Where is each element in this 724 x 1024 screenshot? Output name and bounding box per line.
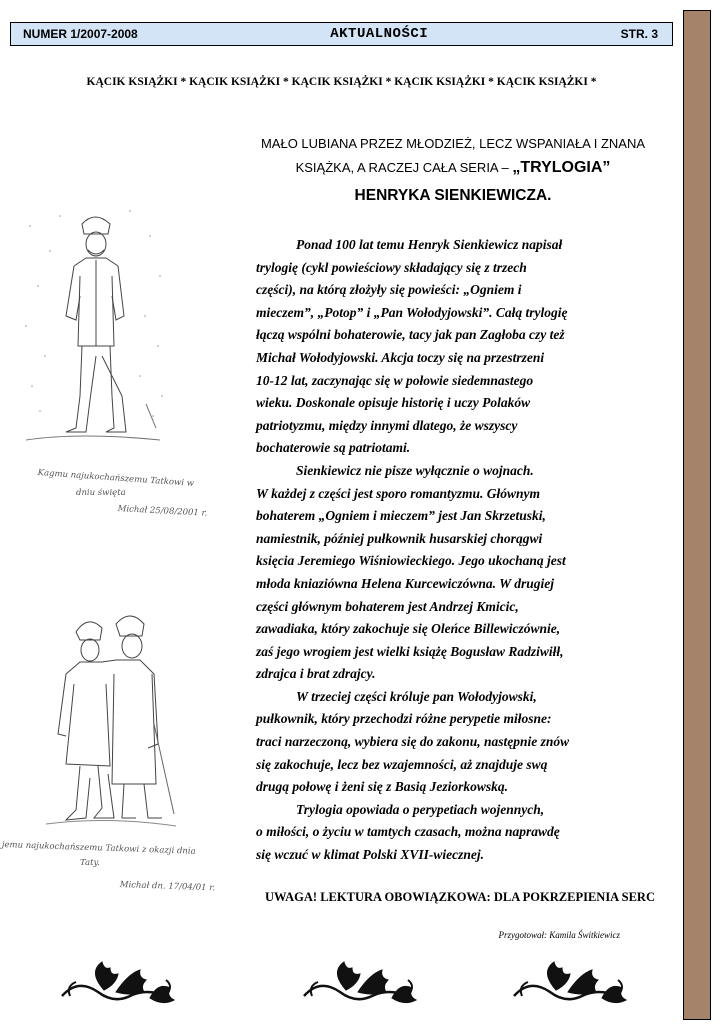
leaf-ornament-left-icon bbox=[58, 952, 178, 1008]
article-body-line: namiestnik, później pułkownik husarskiej chorągwi bbox=[256, 530, 543, 546]
article-body-line: pułkownik, który przechodzi różne perypetie miłosne: bbox=[256, 711, 552, 727]
article-body-line: Michał Wołodyjowski. Akcja toczy się na przestrzeni bbox=[256, 349, 545, 365]
article-body-line: W trzeciej części króluje pan Wołodyjowski, bbox=[296, 688, 537, 704]
article-body-line: młoda kniaziówna Helena Kurcewiczówna. W drugiej bbox=[256, 575, 555, 591]
drawing-2-caption-line-2: Taty. bbox=[80, 858, 100, 868]
article-body-line: zawadiaka, który zakochuje się Oleńce Billewiczównie, bbox=[256, 621, 561, 637]
cossack-drawing-illustration bbox=[20, 196, 170, 456]
drawing-1-caption-line-2: dniu święta bbox=[76, 488, 126, 498]
article-body-line: części), na którą złożyły się powieści: „Ogniem i bbox=[256, 282, 522, 298]
intro-line-1: MAŁO LUBIANA PRZEZ MŁODZIEŻ, LECZ WSPANIAŁA I ZNANA bbox=[260, 136, 646, 151]
page-number: STR. 3 bbox=[620, 27, 658, 41]
article-body-line: wieku. Doskonale opisuje historię i uczy Polaków bbox=[256, 395, 531, 411]
article-body-line: się wczuć w klimat Polski XVII-wiecznej. bbox=[256, 847, 485, 863]
trylogia-title: „TRYLOGIA” bbox=[512, 159, 611, 176]
article-body-line: części głównym bohaterem jest Andrzej Kmicic, bbox=[256, 598, 519, 614]
intro-line-2-prefix: KSIĄŻKA, A RACZEJ CAŁA SERIA – bbox=[295, 160, 513, 175]
article-body-line: zaś jego wrogiem jest wielki książę Bogusław Radziwiłł, bbox=[256, 643, 564, 659]
article-body-line: łączą wspólni bohaterowie, tacy jak pan Zagłoba czy też bbox=[256, 327, 565, 343]
article-body-line: Sienkiewicz nie pisze wyłącznie o wojnach. bbox=[296, 462, 534, 478]
author-credit: Przygotował: Kamila Świtkiewicz bbox=[498, 930, 620, 940]
issue-number: NUMER 1/2007-2008 bbox=[23, 27, 138, 41]
page-header bbox=[10, 22, 673, 46]
leaf-ornament-right-icon bbox=[510, 952, 630, 1008]
article-body-line: Trylogia opowiada o perypetiach wojennych, bbox=[296, 801, 545, 817]
uwaga-note: UWAGA! LEKTURA OBOWIĄZKOWA: DLA POKRZEPIENIA SERC bbox=[265, 890, 655, 904]
intro-line-2 bbox=[246, 156, 660, 180]
drawing-1-signature: Michał 25/08/2001 r. bbox=[117, 504, 208, 519]
drawing-2-signature: Michał dn. 17/04/01 r. bbox=[119, 880, 216, 894]
article-body-line: W każdej z części jest sporo romantyzmu. Głównym bbox=[256, 485, 541, 501]
article-body-line: 10-12 lat, zaczynając się w połowie siedemnastego bbox=[256, 372, 534, 388]
article-body-line: bohaterem „Ogniem i mieczem” jest Jan Skrzetuski, bbox=[256, 508, 546, 524]
article-body-line: patriotyzmu, między innymi dlatego, że wszyscy bbox=[256, 417, 518, 433]
article-body-line: drugą połowę i żeni się z Basią Jeziorkowską. bbox=[256, 779, 509, 795]
drawing-1-caption-line-1: Kagmu najukochańszemu Tatkowi w bbox=[37, 468, 195, 489]
article-body-line: traci narzeczoną, wybiera się do zakonu, następnie znów bbox=[256, 734, 570, 750]
drawing-2-caption-line-1: jemu najukochańszemu Tatkowi z okazji dnia bbox=[1, 840, 196, 857]
article-body-line: bochaterowie są patriotami. bbox=[256, 440, 411, 456]
article-intro bbox=[246, 132, 660, 204]
section-title: AKTUALNOŚCI bbox=[330, 26, 429, 42]
article-body-line: o miłości, o życiu w tamtych czasach, można naprawdę bbox=[256, 824, 560, 840]
article-body-line: księcia Jeremiego Wiśniowieckiego. Jego ukochaną jest bbox=[256, 553, 566, 569]
article-body-line: mieczem”, „Potop” i „Pan Wołodyjowski”. Całą trylogię bbox=[256, 304, 568, 320]
soldiers-drawing-illustration bbox=[36, 604, 186, 834]
article-body-line: zdrajca i brat zdrajcy. bbox=[256, 666, 376, 682]
side-decoration-bar bbox=[683, 10, 711, 1020]
leaf-ornament-center-icon bbox=[300, 952, 420, 1008]
author-heading: HENRYKA SIENKIEWICZA. bbox=[354, 187, 552, 204]
article-body-line: się zakochuje, lecz bez wzajemności, aż znajduje swą bbox=[256, 756, 548, 772]
article-body bbox=[256, 234, 676, 867]
article-body-line: Ponad 100 lat temu Henryk Sienkiewicz napisał bbox=[296, 237, 563, 252]
article-body-line: trylogię (cykl powieściowy składający się z trzech bbox=[256, 259, 527, 275]
kacik-ksiazki-banner: KĄCIK KSIĄŻKI * KĄCIK KSIĄŻKI * KĄCIK KSIĄŻKI * KĄCIK KSIĄŻKI * KĄCIK KSIĄŻKI * bbox=[86, 76, 597, 88]
